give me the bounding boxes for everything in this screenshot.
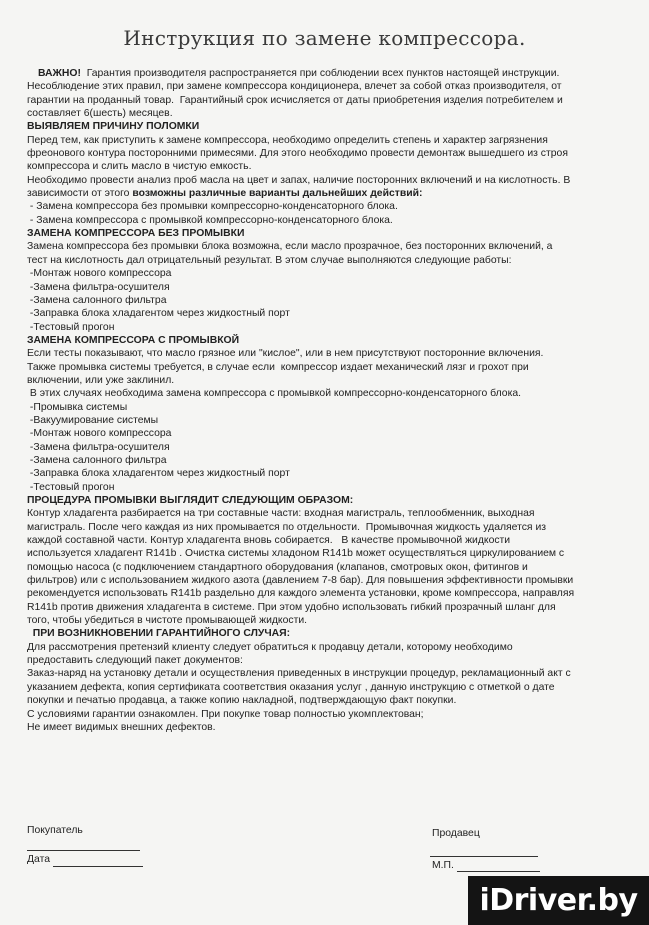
text-line: компрессора и слить масло в чистую емкость. (27, 161, 252, 173)
text-line: магистраль. После чего каждая из них промывается по отдельности. Промывочная жидкость удаляется из (27, 521, 547, 533)
text-line: зависимости от этого возможны различные варианты дальнейших действий: (27, 188, 423, 200)
text-line: В этих случаях необходима замена компрессора с промывкой компрессорно-конденсаторного блока. (27, 388, 522, 400)
text-line: гарантии на проданный товар. Гарантийный срок исчисляется от даты приобретения изделия потребителем и (27, 94, 563, 106)
text-line: того, чтобы убедиться в чистоте промывающей жидкости. (27, 615, 308, 627)
text-line: -Замена салонного фильтра (27, 294, 167, 306)
text-line: фильтров) или с использованием жидкого азота (давлением 7-8 бар). Для повышения эффективности промывки (27, 575, 574, 587)
text-line: -Замена фильтра-осушителя (27, 281, 170, 293)
text-line: R141b против движения хладагента в системе. При этом удобно использовать гибкий прозрачный шланг для (27, 601, 556, 613)
buyer-label: Покупатель (27, 825, 83, 836)
text-line: -Вакуумирование системы (27, 414, 159, 426)
text-line: составляет 6(шесть) месяцев. (27, 108, 173, 120)
text-line: рекомендуется использовать R141b раздельно для каждого элемента установки, кроме компрессора, направляя (27, 588, 575, 600)
text-line: -Замена салонного фильтра (27, 454, 167, 466)
text-line: -Монтаж нового компрессора (27, 428, 172, 440)
text-line: -Тестовый прогон (27, 481, 115, 493)
text-line: Необходимо провести анализ проб масла на цвет и запах, наличие посторонних включений и на кислотность. В (27, 174, 571, 186)
seller-label: Продавец (432, 828, 480, 839)
text-line: - Замена компрессора с промывкой компрессорно-конденсаторного блока. (27, 214, 393, 226)
section-heading: ЗАМЕНА КОМПРЕССОРА С ПРОМЫВКОЙ (27, 334, 240, 346)
stamp-label: М.П. (432, 860, 454, 871)
text-line: фреонового контура посторонними примесями. Для этого необходимо провести демонтаж вышедшего из строя (27, 148, 568, 160)
document-body (27, 67, 617, 734)
seller-signature-line (430, 856, 538, 857)
text-line: - Замена компрессора без промывки компрессорно-конденсаторного блока. (27, 201, 398, 213)
text-line: включении, или уже заклинил. (27, 374, 175, 386)
text-line: используется хладагент R141b . Очистка системы хладоном R141b может осуществляться циркулированием с (27, 548, 565, 560)
text-line: каждой составной части. Контур хладагента вновь собирается. В качестве промывочной жидкости (27, 535, 511, 547)
text-line: предоставить следующий пакет документов: (27, 655, 243, 667)
text-line: Заказ-наряд на установку детали и осуществления приведенных в инструкции процедур, рекламационный акт с (27, 668, 571, 680)
section-heading: ПРИ ВОЗНИКНОВЕНИИ ГАРАНТИЙНОГО СЛУЧАЯ: (27, 628, 291, 640)
text-line: С условиями гарантии ознакомлен. При покупке товар полностью укомплектован; (27, 708, 424, 720)
page-title: Инструкция по замене компрессора. (123, 26, 526, 50)
text-line: -Заправка блока хладагентом через жидкостный порт (27, 308, 290, 320)
section-heading: ВЫЯВЛЯЕМ ПРИЧИНУ ПОЛОМКИ (27, 121, 200, 133)
text-line: -Промывка системы (27, 401, 128, 413)
buyer-signature-line (27, 850, 140, 851)
text-line: Не имеет видимых внешних дефектов. (27, 721, 216, 733)
date-signature-line (53, 866, 143, 867)
date-label: Дата (27, 854, 51, 865)
text-line: Несоблюдение этих правил, при замене компрессора кондиционера, влечет за собой отказ производителя, от (27, 81, 562, 93)
text-line: ВАЖНО! Гарантия производителя распространяется при соблюдении всех пунктов настоящей инструкции. (38, 68, 560, 79)
text-line: Если тесты показывают, что масло грязное или "кислое", или в нем присутствуют посторонние включения. (27, 348, 544, 360)
text-line: Также промывка системы требуется, в случае если компрессор издает механический лязг и грохот при (27, 361, 529, 373)
text-line: Перед тем, как приступить к замене компрессора, необходимо определить степень и характер загрязнения (27, 134, 548, 146)
text-line: тест на кислотность дал отрицательный результат. В этом случае выполняются следующие работы: (27, 254, 512, 266)
text-line: покупки и печатью продавца, а также копию накладной, подтверждающую факт покупки. (27, 695, 457, 707)
text-line: помощью насоса (с подключением стандартного оборудования (клапанов, смотровых окон, фитингов и (27, 561, 528, 573)
section-heading: ЗАМЕНА КОМПРЕССОРА БЕЗ ПРОМЫВКИ (27, 228, 245, 240)
text-line: -Монтаж нового компрессора (27, 268, 172, 280)
text-line: -Заправка блока хладагентом через жидкостный порт (27, 468, 290, 480)
text-line: Для рассмотрения претензий клиенту следует обратиться к продавцу детали, которому необходимо (27, 641, 513, 653)
text-line: указанием дефекта, копия сертификата соответствия оказания услуг , данную инструкцию с отметкой о дате (27, 681, 555, 693)
text-line: Контур хладагента разбирается на три составные части: входная магистраль, теплообменник, выходная (27, 508, 535, 520)
text-line: -Замена фильтра-осушителя (27, 441, 170, 453)
text-line: -Тестовый прогон (27, 321, 115, 333)
stamp-signature-line (457, 871, 540, 872)
section-heading: ПРОЦЕДУРА ПРОМЫВКИ ВЫГЛЯДИТ СЛЕДУЮЩИМ ОБРАЗОМ: (27, 495, 354, 506)
text-line: Замена компрессора без промывки блока возможна, если масло прозрачное, без посторонних включений, а (27, 241, 553, 253)
idriver-watermark-logo: iDriver.by (468, 876, 649, 925)
